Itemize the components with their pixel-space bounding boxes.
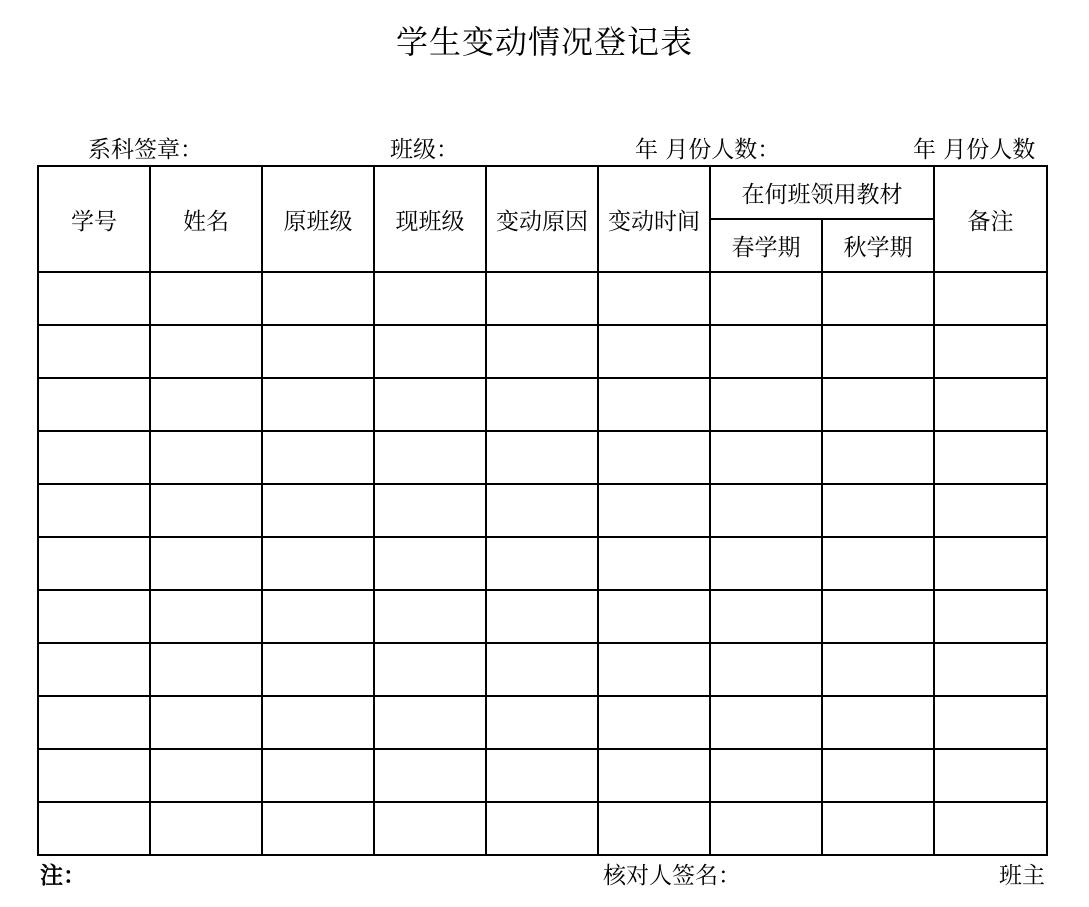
table-cell[interactable] <box>150 378 262 431</box>
table-cell[interactable] <box>934 325 1047 378</box>
table-cell[interactable] <box>934 272 1047 325</box>
table-cell[interactable] <box>150 802 262 855</box>
table-cell[interactable] <box>150 643 262 696</box>
table-cell[interactable] <box>374 378 486 431</box>
table-cell[interactable] <box>710 325 822 378</box>
table-cell[interactable] <box>374 272 486 325</box>
table-cell[interactable] <box>934 802 1047 855</box>
table-cell[interactable] <box>710 537 822 590</box>
header-name: 姓名 <box>150 166 262 272</box>
table-cell[interactable] <box>822 431 934 484</box>
table-cell[interactable] <box>822 378 934 431</box>
table-cell[interactable] <box>486 643 598 696</box>
table-row <box>38 643 1047 696</box>
header-current-class: 现班级 <box>374 166 486 272</box>
table-cell[interactable] <box>38 802 150 855</box>
table-cell[interactable] <box>262 696 374 749</box>
table-cell[interactable] <box>486 696 598 749</box>
head-teacher-label: 班主 <box>999 863 1045 889</box>
table-cell[interactable] <box>374 590 486 643</box>
table-cell[interactable] <box>150 537 262 590</box>
table-cell[interactable] <box>374 537 486 590</box>
table-row <box>38 749 1047 802</box>
table-cell[interactable] <box>710 643 822 696</box>
table-cell[interactable] <box>38 537 150 590</box>
table-cell[interactable] <box>822 325 934 378</box>
table-cell[interactable] <box>150 749 262 802</box>
table-cell[interactable] <box>374 802 486 855</box>
table-cell[interactable] <box>598 272 710 325</box>
table-cell[interactable] <box>374 325 486 378</box>
table-row <box>38 696 1047 749</box>
table-cell[interactable] <box>486 431 598 484</box>
table-cell[interactable] <box>710 696 822 749</box>
table-row <box>38 378 1047 431</box>
table-cell[interactable] <box>710 431 822 484</box>
header-spring-term: 春学期 <box>710 219 822 272</box>
table-row <box>38 272 1047 325</box>
table-cell[interactable] <box>38 749 150 802</box>
table-cell[interactable] <box>598 378 710 431</box>
table-cell[interactable] <box>934 643 1047 696</box>
year-month-count-label-2: 年 月份人数 <box>913 137 1036 163</box>
table-cell[interactable] <box>374 696 486 749</box>
table-cell[interactable] <box>934 749 1047 802</box>
table-cell[interactable] <box>598 484 710 537</box>
dept-seal-label: 系科签章： <box>88 137 203 163</box>
header-original-class: 原班级 <box>262 166 374 272</box>
table-cell[interactable] <box>374 749 486 802</box>
table-row <box>38 537 1047 590</box>
table-cell[interactable] <box>38 378 150 431</box>
table-cell[interactable] <box>598 643 710 696</box>
table-cell[interactable] <box>822 272 934 325</box>
table-cell[interactable] <box>262 378 374 431</box>
table-cell[interactable] <box>262 590 374 643</box>
table-cell[interactable] <box>934 431 1047 484</box>
table-cell[interactable] <box>486 590 598 643</box>
table-cell[interactable] <box>598 590 710 643</box>
table-cell[interactable] <box>822 696 934 749</box>
table-cell[interactable] <box>822 537 934 590</box>
table-cell[interactable] <box>38 325 150 378</box>
header-change-time: 变动时间 <box>598 166 710 272</box>
table-cell[interactable] <box>150 590 262 643</box>
table-cell[interactable] <box>38 431 150 484</box>
table-cell[interactable] <box>262 643 374 696</box>
table-cell[interactable] <box>822 590 934 643</box>
table-cell[interactable] <box>486 749 598 802</box>
table-cell[interactable] <box>822 643 934 696</box>
page-title: 学生变动情况登记表 <box>395 23 693 61</box>
table-cell[interactable] <box>710 272 822 325</box>
table-cell[interactable] <box>710 590 822 643</box>
year-month-count-label-1: 年 月份人数： <box>635 137 781 163</box>
table-cell[interactable] <box>710 802 822 855</box>
header-remarks: 备注 <box>934 166 1047 272</box>
table-cell[interactable] <box>486 272 598 325</box>
table-cell[interactable] <box>38 643 150 696</box>
table-cell[interactable] <box>150 431 262 484</box>
header-autumn-term: 秋学期 <box>822 219 934 272</box>
table-cell[interactable] <box>262 431 374 484</box>
table-cell[interactable] <box>38 590 150 643</box>
table-cell[interactable] <box>822 802 934 855</box>
table-cell[interactable] <box>710 484 822 537</box>
table-cell[interactable] <box>486 537 598 590</box>
header-row <box>38 166 1047 219</box>
table-cell[interactable] <box>822 484 934 537</box>
table-row <box>38 431 1047 484</box>
table-cell[interactable] <box>598 431 710 484</box>
header-change-reason: 变动原因 <box>486 166 598 272</box>
table-cell[interactable] <box>822 749 934 802</box>
table-row <box>38 802 1047 855</box>
note-label: 注： <box>40 862 86 889</box>
table-cell[interactable] <box>38 484 150 537</box>
table-cell[interactable] <box>262 325 374 378</box>
table-cell[interactable] <box>934 590 1047 643</box>
table-row <box>38 484 1047 537</box>
table-cell[interactable] <box>374 484 486 537</box>
table-cell[interactable] <box>150 696 262 749</box>
table-cell[interactable] <box>262 484 374 537</box>
table-cell[interactable] <box>262 272 374 325</box>
table-cell[interactable] <box>262 802 374 855</box>
table-cell[interactable] <box>710 749 822 802</box>
table-row <box>38 590 1047 643</box>
table-cell[interactable] <box>598 749 710 802</box>
table-cell[interactable] <box>934 537 1047 590</box>
table-cell[interactable] <box>934 696 1047 749</box>
table-cell[interactable] <box>38 696 150 749</box>
table-row <box>38 325 1047 378</box>
table-cell[interactable] <box>486 484 598 537</box>
header-student-id: 学号 <box>38 166 150 272</box>
table-cell[interactable] <box>598 696 710 749</box>
table-cell[interactable] <box>262 537 374 590</box>
table-cell[interactable] <box>486 325 598 378</box>
table-cell[interactable] <box>150 484 262 537</box>
table-cell[interactable] <box>374 431 486 484</box>
checker-signature-label: 核对人签名： <box>603 863 741 889</box>
table-cell[interactable] <box>150 272 262 325</box>
table-cell[interactable] <box>934 378 1047 431</box>
table-cell[interactable] <box>150 325 262 378</box>
table-cell[interactable] <box>934 484 1047 537</box>
table-cell[interactable] <box>486 802 598 855</box>
header-textbook-group: 在何班领用教材 <box>710 166 934 219</box>
table-cell[interactable] <box>710 378 822 431</box>
table-cell[interactable] <box>262 749 374 802</box>
table-cell[interactable] <box>598 802 710 855</box>
table-cell[interactable] <box>598 325 710 378</box>
table-cell[interactable] <box>374 643 486 696</box>
table-cell[interactable] <box>486 378 598 431</box>
class-label: 班级： <box>390 137 459 163</box>
table-cell[interactable] <box>38 272 150 325</box>
table-cell[interactable] <box>598 537 710 590</box>
student-change-table <box>37 165 1048 856</box>
